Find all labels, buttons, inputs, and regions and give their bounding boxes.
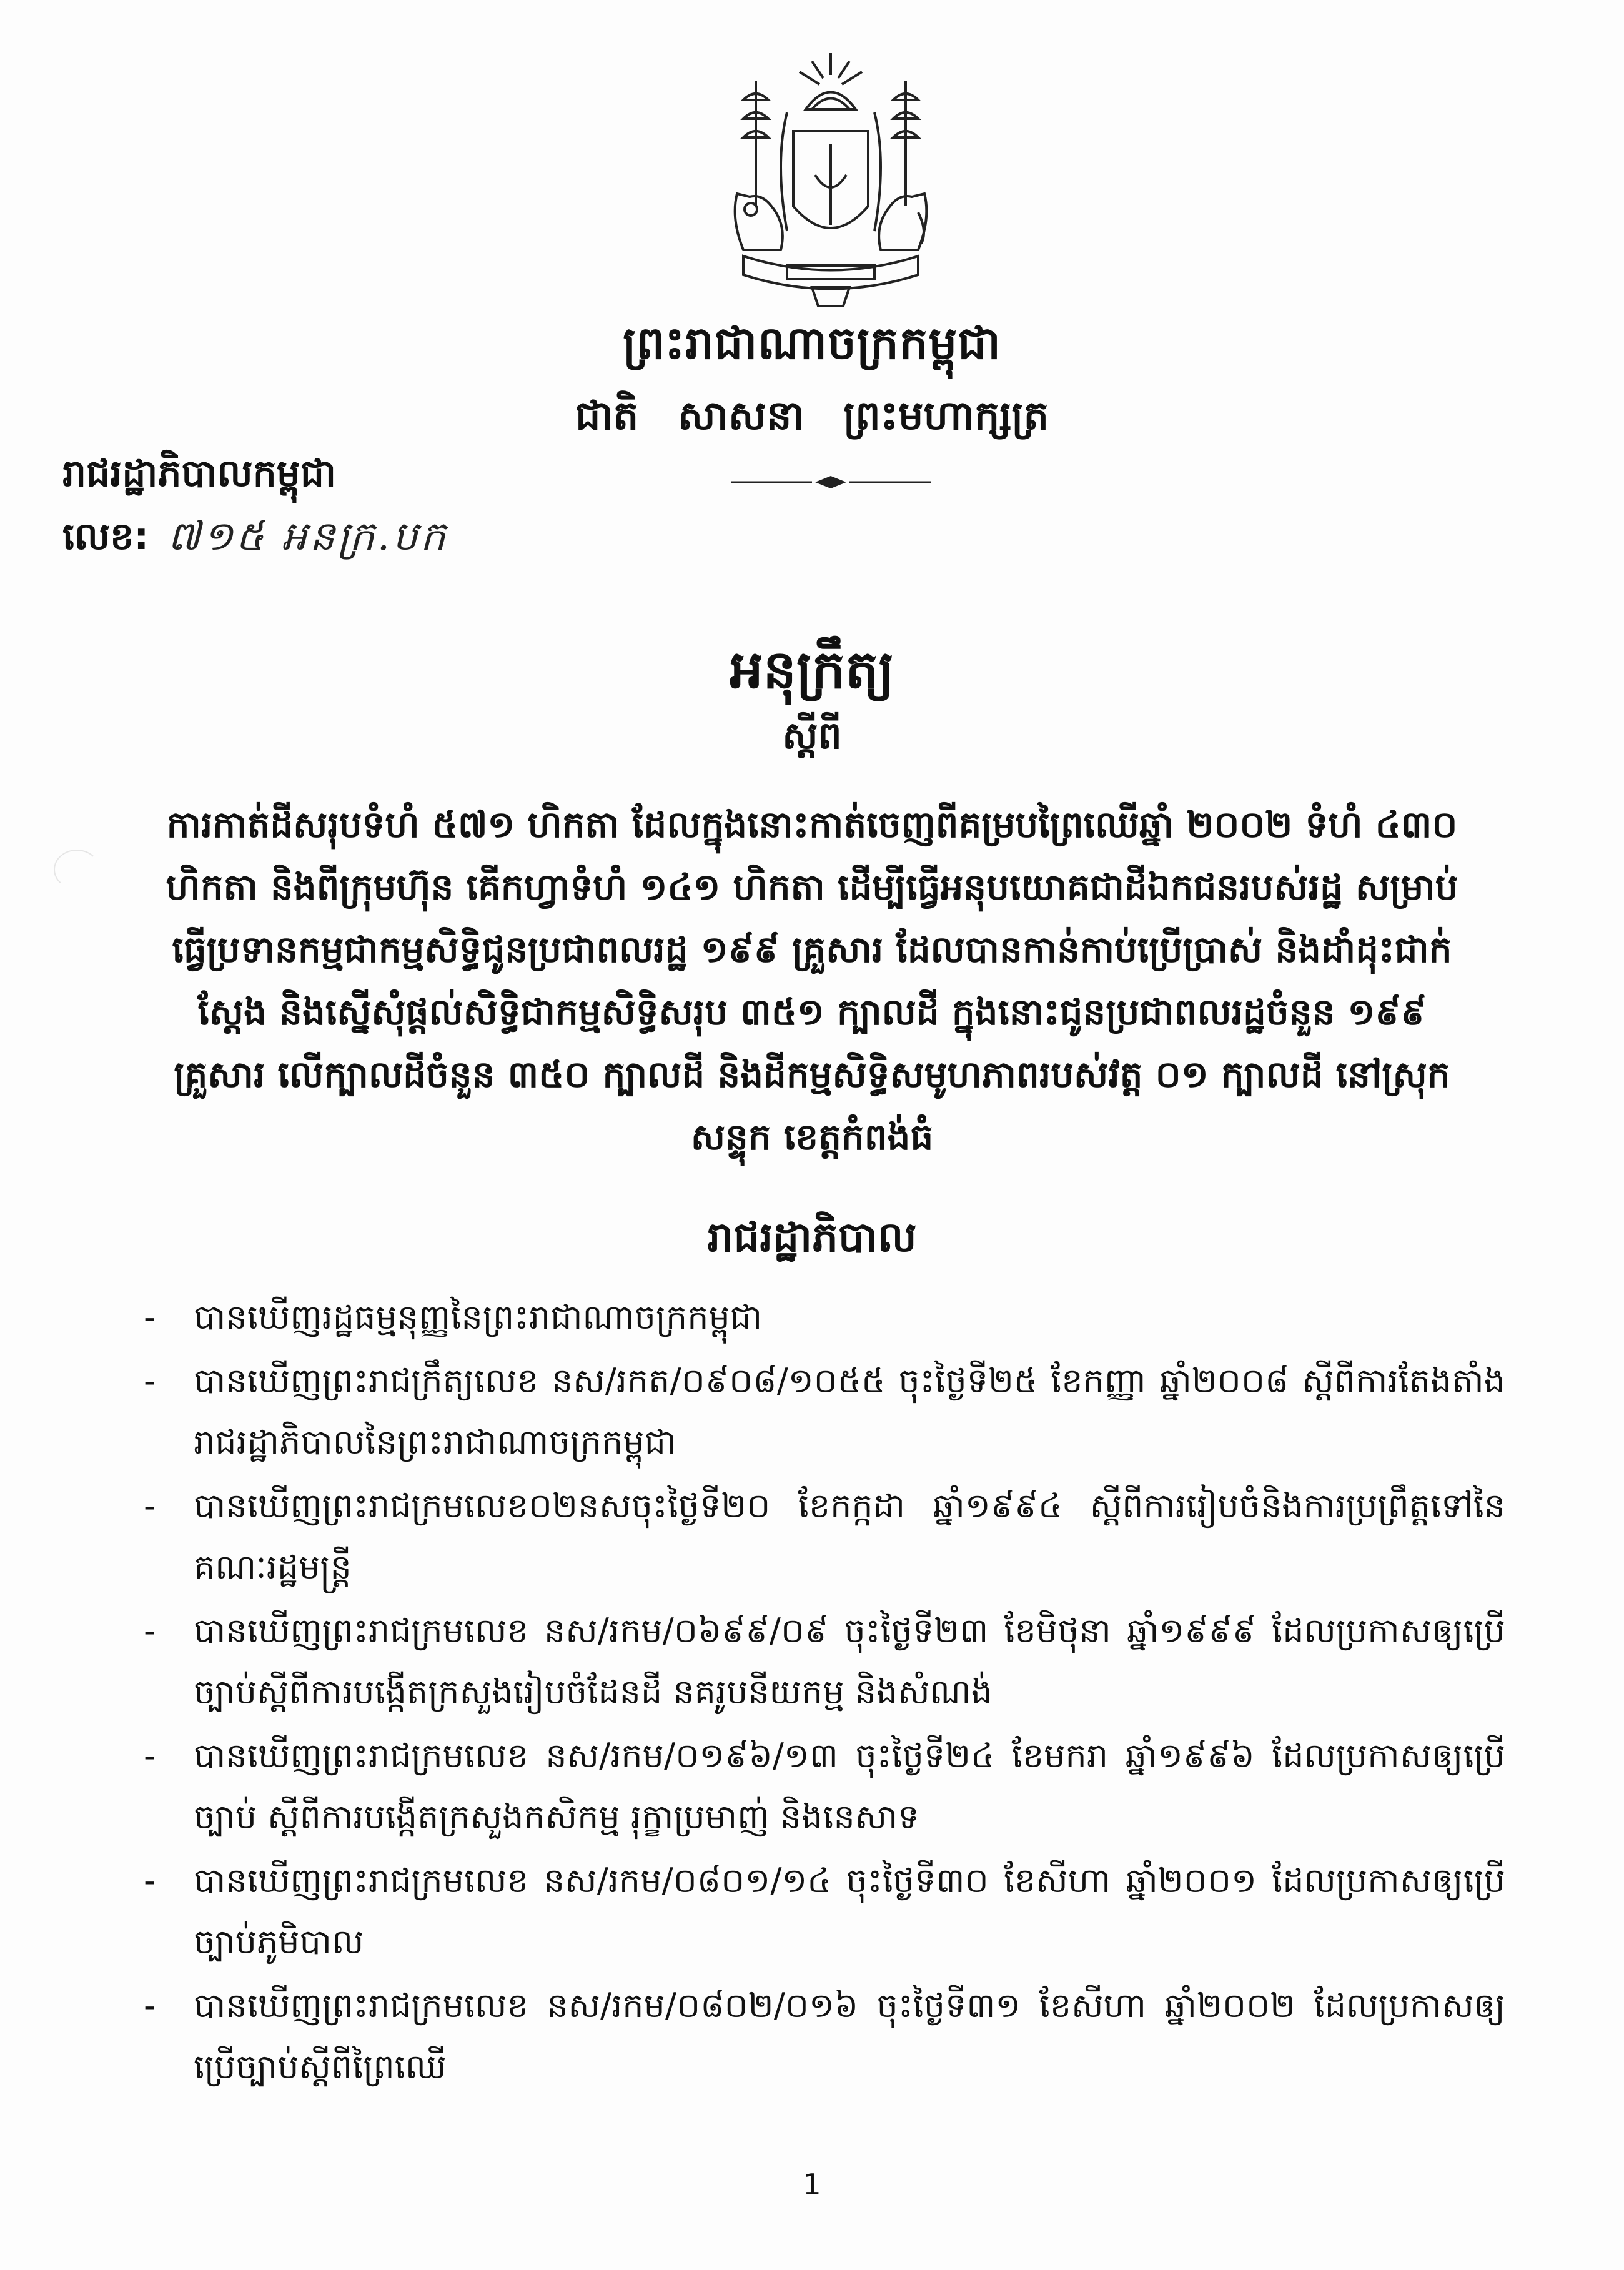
legal-basis-text: បានឃើញព្រះរាជក្រមលេខ នស/រកម/០៦៩៩/០៩ ចុះថ្ងៃទី២៣ ខែមិថុនា ឆ្នាំ១៩៩៩ ដែលប្រកាសឲ្យប្រើច្បាប់ស្តីពីការបង្កើតក្រសួងរៀបចំដែនដី នគរូបនីយកម្ម និងសំណង់ — [194, 1611, 1505, 1712]
government-heading: រាជរដ្ឋាភិបាល — [707, 1213, 917, 1261]
document-subject: ការកាត់ដីសរុបទំហំ ៥៧១ ហិកតា ដែលក្នុងនោះកាត់ចេញពីគម្របព្រៃឈើឆ្នាំ ២០០២ ទំហំ ៤៣០ ហិកតា និងពីក្រុមហ៊ុន គើកហ្វាទំហំ ១៤១ ហិកតា ដើម្បីធ្វើអនុបយោគជាដីឯកជនរបស់រដ្ឋ សម្រាប់ធ្វើប្រទានកម្មជាកម្មសិទ្ធិជូនប្រជាពលរដ្ឋ ១៩៩ គ្រួសារ ដែលបានកាន់កាប់ប្រើប្រាស់ និងដាំដុះជាក់ស្តែង និងស្នើសុំផ្តល់សិទ្ធិជាកម្មសិទ្ធិសរុប ៣៥១ ក្បាលដី ក្នុងនោះជូនប្រជាពលរដ្ឋចំនួន ១៩៩ គ្រួសារ លើក្បាលដីចំនួន ៣៥០ ក្បាលដី និងដីកម្មសិទ្ធិសមូហភាពរបស់វត្ត ០១ ក្បាលដី នៅស្រុកសន្ទុក ខេត្តកំពង់ធំ — [166, 803, 1458, 1158]
reference-number — [62, 512, 448, 568]
royal-coat-of-arms-icon — [712, 50, 949, 312]
reference-handwritten-value: ៧១៥ អនក្រ.បក — [167, 513, 448, 560]
legal-basis-text: បានឃើញព្រះរាជក្រមលេខ នស/រកម/០៨០២/០១៦ ចុះថ្ងៃទី៣១ ខែសីហា ឆ្នាំ២០០២ ដែលប្រកាសឲ្យប្រើច្បាប់ស្តីពីព្រៃឈើ — [194, 1986, 1505, 2086]
list-dash: - — [144, 1361, 156, 1400]
legal-basis-item — [144, 1725, 1505, 1848]
national-motto: ជាតិ សាសនា ព្រះមហាក្សត្រ — [575, 393, 1049, 439]
list-dash: - — [144, 1486, 156, 1525]
scan-artifact — [54, 850, 100, 890]
list-dash: - — [144, 1986, 156, 2025]
legal-basis-item — [144, 1287, 1505, 1348]
legal-basis-text: បានឃើញព្រះរាជក្រមលេខ នស/រកម/០៨០១/១៤ ចុះថ្ងៃទី៣០ ខែសីហា ឆ្នាំ២០០១ ដែលប្រកាសឲ្យប្រើច្បាប់ភូមិបាល — [194, 1861, 1505, 1961]
kingdom-name: ព្រះរាជាណាចក្រកម្ពុជា — [623, 317, 1001, 369]
reference-label: លេខ: — [62, 515, 149, 558]
legal-basis-text: បានឃើញព្រះរាជក្រមលេខ០២នសចុះថ្ងៃទី២០ ខែកក្កដា ឆ្នាំ១៩៩៤ ស្តីពីការរៀបចំនិងការប្រព្រឹត្តទៅនៃគណៈរដ្ឋមន្ត្រី — [194, 1486, 1505, 1587]
page-number: 1 — [803, 2168, 821, 2201]
ornamental-divider-icon — [731, 475, 931, 490]
document-type-title: អនុក្រឹត្យ — [730, 639, 894, 700]
legal-basis-item — [144, 1975, 1505, 2098]
legal-basis-item — [144, 1600, 1505, 1723]
legal-basis-item — [144, 1351, 1505, 1473]
list-dash: - — [144, 1861, 156, 1900]
legal-basis-list — [144, 1287, 1505, 2100]
list-dash: - — [144, 1736, 156, 1775]
legal-basis-item — [144, 1475, 1505, 1598]
issuing-government: រាជរដ្ឋាភិបាលកម្ពុជា — [62, 452, 336, 495]
document-about-label: ស្តីពី — [782, 714, 842, 758]
legal-basis-item — [144, 1850, 1505, 1973]
legal-basis-text: បានឃើញព្រះរាជក្រមលេខ នស/រកម/០១៩៦/១៣ ចុះថ្ងៃទី២៤ ខែមករា ឆ្នាំ១៩៩៦ ដែលប្រកាសឲ្យប្រើច្បាប់ ស្តីពីការបង្កើតក្រសួងកសិកម្ម រុក្ខាប្រមាញ់ និងនេសាទ — [194, 1736, 1505, 1836]
legal-basis-text: បានឃើញរដ្ឋធម្មនុញ្ញនៃព្រះរាជាណាចក្រកម្ពុជា — [194, 1297, 763, 1337]
list-dash: - — [144, 1611, 156, 1650]
list-dash: - — [144, 1297, 156, 1337]
legal-basis-text: បានឃើញព្រះរាជក្រឹត្យលេខ នស/រកត/០៩០៨/១០៥៥ ចុះថ្ងៃទី២៥ ខែកញ្ញា ឆ្នាំ២០០៨ ស្តីពីការតែងតាំងរាជរដ្ឋាភិបាលនៃព្រះរាជាណាចក្រកម្ពុជា — [194, 1361, 1505, 1462]
